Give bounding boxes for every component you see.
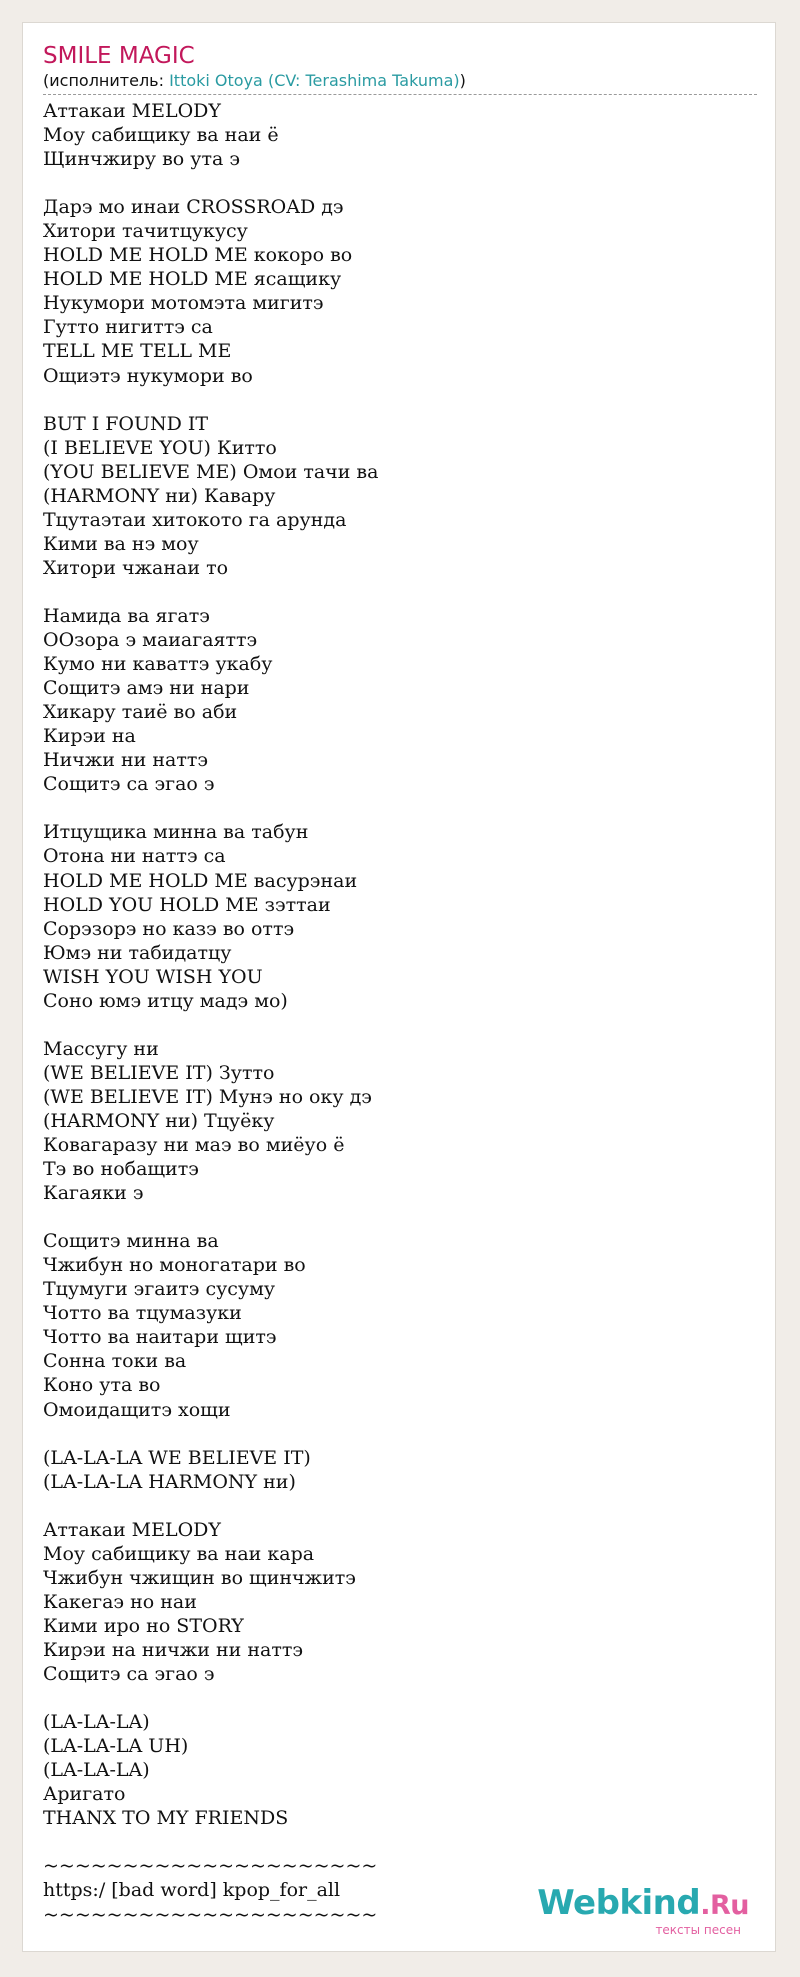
logo-wordmark xyxy=(537,1883,749,1923)
lyrics-text: Аттакаи MELODY Моу сабищику ва наи ё Щинчжиру во ута э Дарэ мо инаи CROSSROAD дэ Хитори тачитцукусу HOLD ME HOLD ME кокоро во HOLD ME HOLD ME ясащику Нукумори мотомэта мигитэ Гутто нигиттэ са TELL ME TELL ME Ощиэтэ нукумори во BUT I FOUND IT (I BELIEVE YOU) Китто (YOU BELIEVE ME) Омои тачи ва (HARMONY ни) Кавару Тцутаэтаи хитокото га арунда Кими ва нэ моу Хитори чжанаи то Намида ва ягатэ ООзора э маиагаяттэ Кумо ни каваттэ укабу Сощитэ амэ ни нари Хикару таиё во аби Кирэи на Ничжи ни наттэ Сощитэ са эгао э Итцущика минна ва табун Отона ни наттэ са HOLD ME HOLD ME васурэнаи HOLD YOU HOLD ME зэттаи Сорэзорэ но казэ во оттэ Юмэ ни табидатцу WISH YOU WISH YOU Соно юмэ итцу мадэ мо) Массугу ни (WE BELIEVE IT) Зутто (WE BELIEVE IT) Мунэ но оку дэ (HARMONY ни) Тцуёку Ковагаразу ни маэ во миёуо ё Тэ во нобащитэ Кагаяки э Сощитэ минна ва Чжибун но моногатари во Тцумуги эгаитэ сусуму Чотто ва тцумазуки Чотто ва наитари щитэ Сонна токи ва Коно ута во Омоидащитэ хощи (LA-LA-LA WE BELIEVE IT) (LA-LA-LA HARMONY ни) Аттакаи MELODY Моу сабищику ва наи кара Чжибун чжищин во щинчжитэ Какегаэ но наи Кими иро но STORY Кирэи на ничжи ни наттэ Сощитэ са эгао э (LA-LA-LA) (LA-LA-LA UH) (LA-LA-LA) Аригато THANX TO MY FRIENDS ~~~~~~~~~~~~~~~~~~~~~ https:/ [bad word] kpop_for_all ~~~~~~~~~~~~~~~~~~~~~ xyxy=(43,100,379,1926)
artist-suffix: ) xyxy=(459,71,466,90)
logo-main-text: Webkind xyxy=(537,1883,701,1923)
logo-tld: .Ru xyxy=(700,1890,749,1921)
lyrics-card xyxy=(22,22,776,1952)
song-title: SMILE MAGIC xyxy=(43,43,195,69)
logo-subtitle: тексты песен xyxy=(655,1923,741,1937)
artist-prefix: (исполнитель: xyxy=(43,71,170,90)
artist-line xyxy=(43,71,757,95)
artist-link[interactable]: Ittoki Otoya (CV: Terashima Takuma) xyxy=(169,71,460,90)
site-logo[interactable] xyxy=(537,1883,749,1943)
